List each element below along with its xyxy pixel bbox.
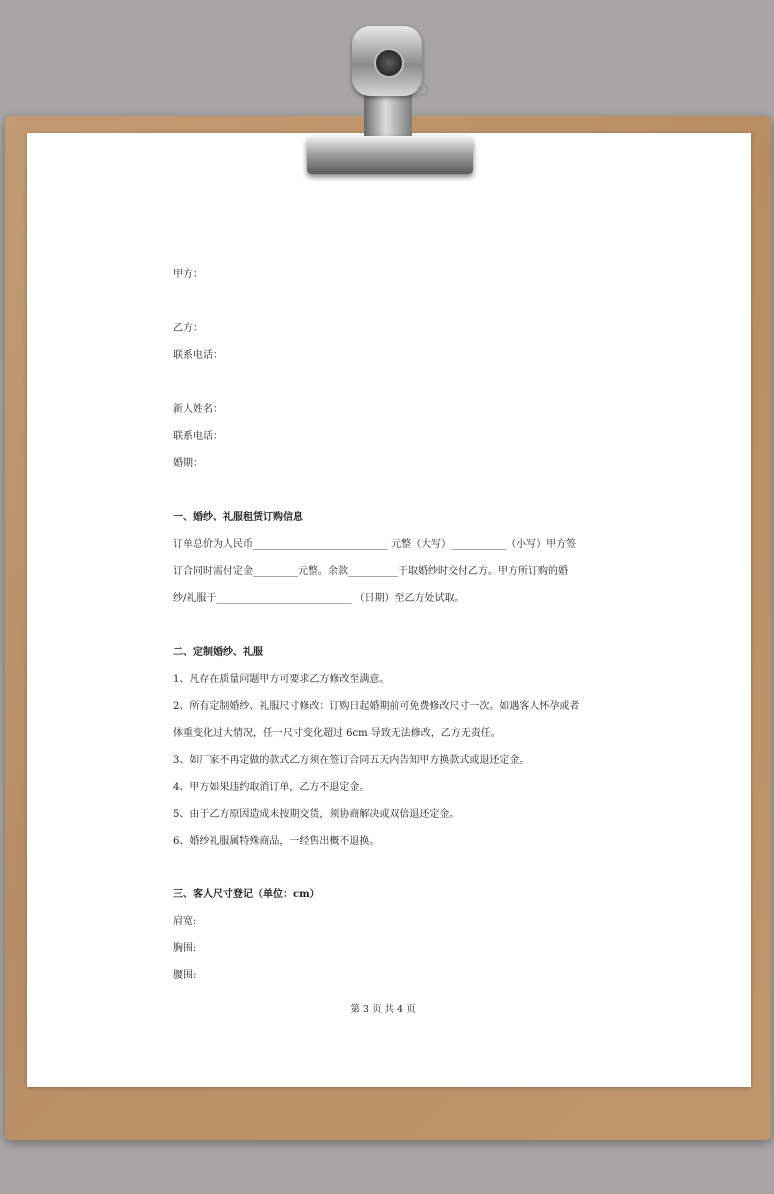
section-1-title: 一、婚纱、礼服租赁订购信息 (173, 512, 303, 523)
section-3-title: 三、客人尺寸登记（单位：cm） (173, 889, 320, 900)
clip-base (307, 136, 473, 174)
section-2-item-5: 5、由于乙方原因造成未按期交货，须协商解决或双倍退还定金。 (173, 809, 460, 820)
couple-name-label: 新人姓名： (173, 404, 223, 415)
section-1-paragraph-line-3: 纱/礼服于___________________________ （日期）至乙方处试取。 (173, 593, 465, 604)
page-number-footer: 第 3 页 共 4 页 (350, 1004, 416, 1015)
section-2-item-2-line-1: 2、所有定制婚纱、礼服尺寸修改：订购日起婚期前可免费修改尺寸一次。如遇客人怀孕或者 (173, 701, 580, 712)
clip-ring (417, 84, 429, 96)
party-a-label: 甲方： (173, 269, 203, 280)
section-2-item-3: 3、如厂家不再定做的款式乙方须在签订合同五天内告知甲方换款式或退还定金。 (173, 755, 530, 766)
couple-phone-label: 联系电话： (173, 431, 223, 442)
section-2-item-1: 1、凡存在质量问题甲方可要求乙方修改至满意。 (173, 674, 390, 685)
section-2-item-2-line-2: 体重变化过大情况，任一尺寸变化超过 6cm 导致无法修改，乙方无责任。 (173, 728, 501, 739)
party-b-label: 乙方： (173, 323, 203, 334)
waist-label: 腰围: (173, 970, 197, 981)
section-1-paragraph-line-2: 订合同时需付定金_________元整。余款__________于取婚纱时交付乙方。甲方所订购的婚 (173, 566, 568, 577)
wedding-date-label: 婚期： (173, 458, 203, 469)
party-b-phone-label: 联系电话： (173, 350, 223, 361)
clip-hole (374, 48, 404, 78)
section-2-item-4: 4、甲方如果违约取消订单，乙方不退定金。 (173, 782, 370, 793)
shoulder-width-label: 肩宽: (173, 916, 197, 927)
section-1-paragraph-line-1: 订单总价为人民币___________________________ 元整（大写）___________（小写）甲方签 (173, 539, 577, 550)
chest-label: 胸围: (173, 943, 197, 954)
section-2-title: 二、定制婚纱、礼服 (173, 647, 263, 658)
document-page (27, 133, 751, 1087)
section-2-item-6: 6、婚纱礼服属特殊商品，一经售出概不退换。 (173, 836, 380, 847)
